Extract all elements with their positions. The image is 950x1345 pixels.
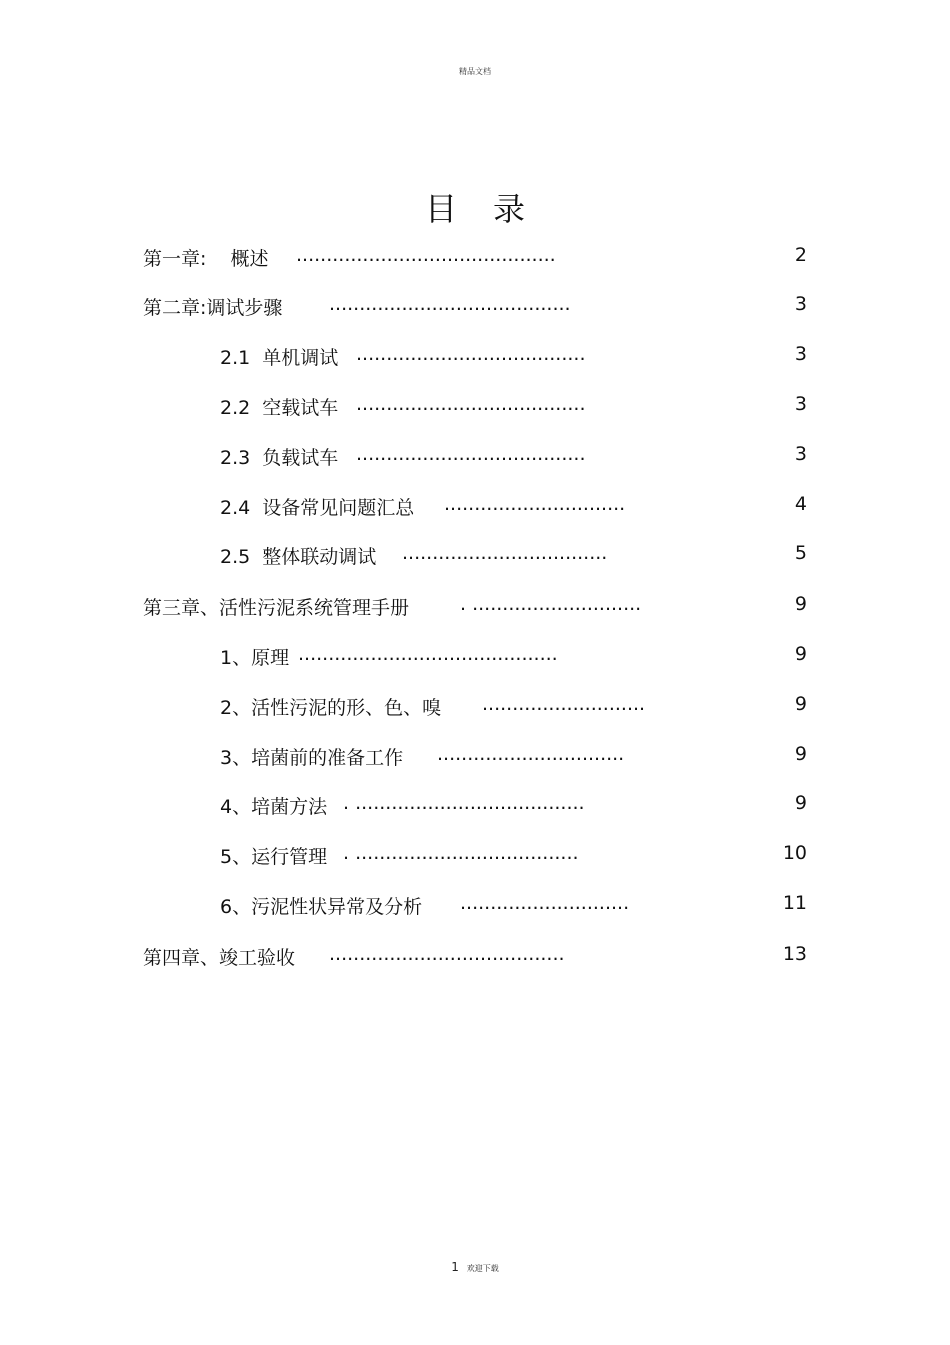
toc-entry-leader: ............................ (460, 892, 630, 914)
toc-entry-chapter-1[interactable] (0, 244, 950, 274)
toc-entry-label: 1、原理 (220, 647, 290, 669)
toc-entry-3-6[interactable] (0, 892, 950, 922)
toc-entry-label: 2、活性污泥的形、色、嗅 (220, 697, 442, 719)
toc-entry-label: 第二章:调试步骤 (143, 297, 283, 319)
toc-entry-page: 9 (794, 643, 807, 665)
toc-entry-leader: ........................................... (298, 643, 558, 665)
toc-entry-label: 第三章、活性污泥系统管理手册 (143, 597, 410, 619)
toc-entry-leader: . ............................ (460, 593, 642, 615)
toc-entry-leader: ............................... (437, 743, 625, 765)
toc-entry-label: 4、培菌方法 (220, 796, 328, 818)
toc-entry-2-5[interactable] (0, 542, 950, 572)
toc-entry-label: 2.3 负载试车 (220, 447, 339, 469)
toc-entry-page: 2 (794, 244, 807, 266)
page-title: 目录 (424, 190, 561, 228)
toc-entry-2-3[interactable] (0, 443, 950, 473)
toc-entry-label: 2.1 单机调试 (220, 347, 339, 369)
toc-entry-label: 6、污泥性状异常及分析 (220, 896, 423, 918)
toc-entry-page: 10 (782, 842, 807, 864)
toc-entry-label: 2.4 设备常见问题汇总 (220, 497, 415, 519)
toc-entry-leader: ...................................... (356, 343, 586, 365)
toc-entry-2-1[interactable] (0, 343, 950, 373)
toc-entry-label: 2.5 整体联动调试 (220, 546, 377, 568)
toc-entry-page: 11 (782, 892, 807, 914)
toc-entry-leader: .............................. (444, 493, 626, 515)
toc-entry-page: 13 (782, 943, 807, 965)
toc-entry-leader: ........................................ (329, 293, 571, 315)
toc-entry-leader: . ..................................... (343, 842, 579, 864)
toc-entry-leader: . ...................................... (343, 792, 585, 814)
toc-entry-label: 3、培菌前的准备工作 (220, 747, 404, 769)
toc-entry-3-4[interactable] (0, 792, 950, 822)
toc-entry-leader: ........................................... (296, 244, 556, 266)
toc-entry-3-3[interactable] (0, 743, 950, 773)
page-footer (0, 1260, 950, 1274)
toc-entry-leader: ....................................... (329, 943, 565, 965)
footer-text: 欢迎下载 (466, 1264, 499, 1273)
toc-entry-2-4[interactable] (0, 493, 950, 523)
toc-entry-page: 9 (794, 593, 807, 615)
toc-entry-page: 5 (794, 542, 807, 564)
toc-entry-leader: ...................................... (356, 443, 586, 465)
toc-entry-chapter-2[interactable] (0, 293, 950, 323)
toc-entry-label: 第一章: 概述 (143, 248, 269, 270)
toc-entry-leader: ...................................... (356, 393, 586, 415)
toc-entry-label: 第四章、竣工验收 (143, 947, 296, 969)
toc-entry-label: 5、运行管理 (220, 846, 328, 868)
toc-entry-page: 9 (794, 743, 807, 765)
page-number: 1 (451, 1260, 459, 1274)
toc-entry-2-2[interactable] (0, 393, 950, 423)
toc-entry-chapter-3[interactable] (0, 593, 950, 623)
toc-entry-page: 4 (794, 493, 807, 515)
toc-entry-leader: .................................. (402, 542, 608, 564)
toc-entry-page: 9 (794, 693, 807, 715)
toc-entry-3-1[interactable] (0, 643, 950, 673)
page-header: 精品文档 (459, 67, 491, 76)
toc-entry-page: 9 (794, 792, 807, 814)
toc-entry-3-5[interactable] (0, 842, 950, 872)
toc-entry-label: 2.2 空载试车 (220, 397, 339, 419)
toc-entry-page: 3 (794, 293, 807, 315)
toc-entry-chapter-4[interactable] (0, 943, 950, 973)
toc-entry-page: 3 (794, 343, 807, 365)
toc-entry-page: 3 (794, 393, 807, 415)
toc-entry-leader: ........................... (482, 693, 646, 715)
toc-entry-3-2[interactable] (0, 693, 950, 723)
toc-entry-page: 3 (794, 443, 807, 465)
